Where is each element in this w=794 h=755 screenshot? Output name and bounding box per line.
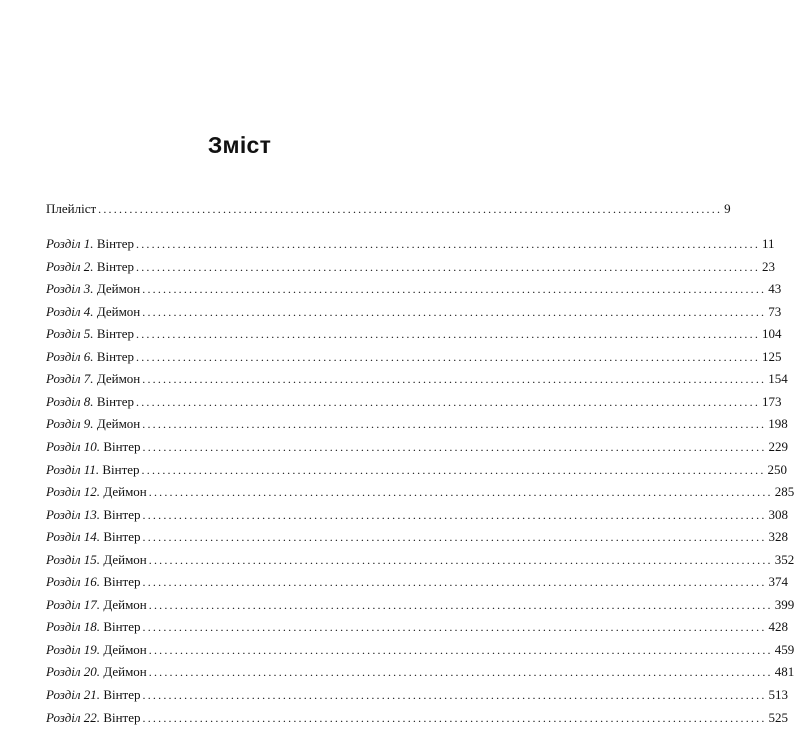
toc-entry-label — [46, 415, 140, 433]
toc-entry — [46, 200, 731, 218]
toc-entry-label — [46, 528, 141, 546]
page-number: 328 — [768, 529, 789, 545]
toc-entry — [46, 235, 775, 253]
dot-leader: ........................................................................................................................ — [142, 439, 767, 454]
page-number: 198 — [768, 416, 788, 432]
chapter-number: Розділ 5. — [46, 326, 94, 342]
toc-entry — [46, 325, 782, 343]
page-number: 173 — [762, 393, 782, 409]
chapter-title: Деймон — [103, 664, 147, 680]
toc-entry-label — [46, 686, 141, 704]
chapter-title: Вінтер — [96, 393, 135, 409]
toc-entry — [46, 528, 789, 546]
chapter-number: Розділ 20. — [46, 664, 101, 680]
toc-entry-label — [46, 348, 134, 366]
page-number: 374 — [768, 574, 789, 590]
toc-entry — [46, 551, 794, 569]
page-number: 428 — [768, 619, 789, 635]
chapter-title: Вінтер — [103, 574, 141, 590]
page-number: 352 — [774, 551, 794, 567]
chapter-title: Вінтер — [96, 326, 135, 342]
chapter-title: Деймон — [103, 641, 147, 657]
chapter-title: Вінтер — [96, 258, 135, 274]
toc-entry — [46, 663, 794, 681]
page-number: 154 — [768, 371, 788, 387]
page-number: 459 — [774, 641, 794, 657]
chapter-title: Вінтер — [103, 709, 141, 725]
page-number: 125 — [762, 348, 782, 364]
toc-entry — [46, 438, 789, 456]
chapter-title: Вінтер — [102, 461, 140, 477]
dot-leader: ........................................................................................................................ — [142, 372, 767, 387]
chapter-number: Розділ 13. — [46, 506, 101, 522]
toc-entry — [46, 415, 788, 433]
toc-entry — [46, 280, 782, 298]
toc-entry-label — [46, 370, 140, 388]
toc-entry-label — [46, 303, 140, 321]
chapter-title: Деймон — [103, 551, 147, 567]
chapter-title: Вінтер — [96, 348, 135, 364]
dot-leader: ........................................................................................................................ — [98, 202, 723, 216]
chapter-number: Розділ 7. — [46, 371, 94, 387]
page-number: 73 — [768, 303, 782, 319]
page-number: 9 — [724, 201, 731, 216]
dot-leader: ........................................................................................................................ — [142, 530, 767, 545]
chapter-number: Розділ 22. — [46, 709, 101, 725]
page-number: 229 — [768, 438, 789, 454]
chapter-title: Вінтер — [103, 506, 141, 522]
toc-entry-label — [46, 461, 140, 479]
dot-leader: ........................................................................................................................ — [141, 462, 766, 477]
toc-entry — [46, 348, 782, 366]
page-number: 11 — [762, 236, 775, 251]
dot-leader: ........................................................................................................................ — [148, 597, 773, 612]
chapter-number: Розділ 10. — [46, 438, 101, 454]
chapter-number: Розділ 2. — [46, 258, 94, 274]
chapter-title: Деймон — [96, 281, 141, 297]
toc-entry-label — [46, 596, 147, 614]
chapter-number: Розділ 8. — [46, 393, 94, 409]
toc-entry — [46, 370, 788, 388]
toc-entry-label — [46, 641, 147, 659]
dot-leader: ........................................................................................................................ — [142, 620, 767, 635]
toc-entry — [46, 686, 789, 704]
page-number: 308 — [768, 506, 789, 522]
dot-leader: ........................................................................................................................ — [136, 237, 761, 251]
chapter-title: Деймон — [96, 416, 141, 432]
dot-leader: ........................................................................................................................ — [136, 349, 761, 364]
chapter-title: Деймон — [103, 596, 147, 612]
toc-entry-label — [46, 235, 134, 253]
dot-leader: ........................................................................................................................ — [142, 575, 767, 590]
page-number: 525 — [768, 709, 789, 725]
page-number: 104 — [762, 326, 782, 342]
toc-entry — [46, 618, 789, 636]
page-number: 43 — [768, 281, 782, 297]
toc-entry — [46, 483, 794, 501]
dot-leader: ........................................................................................................................ — [148, 485, 773, 500]
chapter-number: Розділ 3. — [46, 281, 94, 297]
toc-entry-label — [46, 573, 141, 591]
chapter-number: Розділ 4. — [46, 303, 94, 319]
toc-entry-label — [46, 618, 141, 636]
dot-leader: ........................................................................................................................ — [148, 665, 773, 680]
dot-leader: ........................................................................................................................ — [142, 417, 767, 432]
toc-entry — [46, 596, 794, 614]
chapter-number: Розділ 11. — [46, 461, 100, 477]
chapter-number: Розділ 12. — [46, 484, 101, 500]
chapter-number: Розділ 6. — [46, 348, 94, 364]
chapter-title: Плейліст — [46, 201, 97, 216]
dot-leader: ........................................................................................................................ — [136, 259, 761, 274]
toc-entry — [46, 393, 782, 411]
chapter-number: Розділ 14. — [46, 529, 101, 545]
chapter-number: Розділ 15. — [46, 551, 101, 567]
chapter-title: Вінтер — [103, 529, 141, 545]
page-number: 513 — [768, 687, 789, 702]
chapter-title: Вінтер — [103, 438, 141, 454]
toc-entry-label — [46, 258, 134, 276]
chapter-number: Розділ 18. — [46, 619, 101, 635]
toc-entry-label — [46, 393, 134, 411]
page-number: 285 — [774, 484, 794, 500]
dot-leader: ........................................................................................................................ — [142, 282, 767, 297]
toc-entry — [46, 709, 789, 727]
toc-entry-label — [46, 663, 147, 681]
toc-entry — [46, 258, 776, 276]
dot-leader: ........................................................................................................................ — [142, 710, 767, 725]
toc-entry-label — [46, 551, 147, 569]
dot-leader: ........................................................................................................................ — [136, 394, 761, 409]
dot-leader: ........................................................................................................................ — [142, 304, 767, 319]
page-title: Зміст — [207, 132, 272, 158]
page-number: 481 — [774, 664, 794, 680]
toc-entry-label — [46, 325, 134, 343]
chapter-title: Вінтер — [96, 236, 135, 251]
toc-entry — [46, 461, 788, 479]
page-number: 399 — [774, 596, 794, 612]
chapter-number: Розділ 9. — [46, 416, 94, 432]
page-number: 250 — [767, 461, 788, 477]
dot-leader: ........................................................................................................................ — [148, 552, 773, 567]
dot-leader: ........................................................................................................................ — [136, 327, 761, 342]
page-number: 23 — [762, 258, 776, 274]
chapter-title: Деймон — [96, 371, 141, 387]
chapter-number: Розділ 1. — [46, 236, 94, 251]
toc-entry — [46, 573, 789, 591]
toc-entry-label — [46, 506, 141, 524]
dot-leader: ........................................................................................................................ — [148, 642, 773, 657]
chapter-title: Деймон — [96, 303, 141, 319]
chapter-title: Вінтер — [103, 687, 141, 702]
toc-entry-label — [46, 438, 141, 456]
toc-entry — [46, 506, 789, 524]
toc-entry-label — [46, 709, 141, 727]
dot-leader: ........................................................................................................................ — [142, 688, 767, 702]
toc-entry-label — [46, 280, 140, 298]
toc-entry — [46, 303, 782, 321]
chapter-number: Розділ 17. — [46, 596, 101, 612]
toc-entry-label — [46, 483, 147, 501]
chapter-number: Розділ 19. — [46, 641, 101, 657]
toc-entry-label — [46, 200, 96, 218]
chapter-number: Розділ 21. — [46, 687, 101, 702]
dot-leader: ........................................................................................................................ — [142, 507, 767, 522]
chapter-title: Деймон — [103, 484, 147, 500]
chapter-title: Вінтер — [103, 619, 141, 635]
chapter-number: Розділ 16. — [46, 574, 101, 590]
toc-entry — [46, 641, 794, 659]
